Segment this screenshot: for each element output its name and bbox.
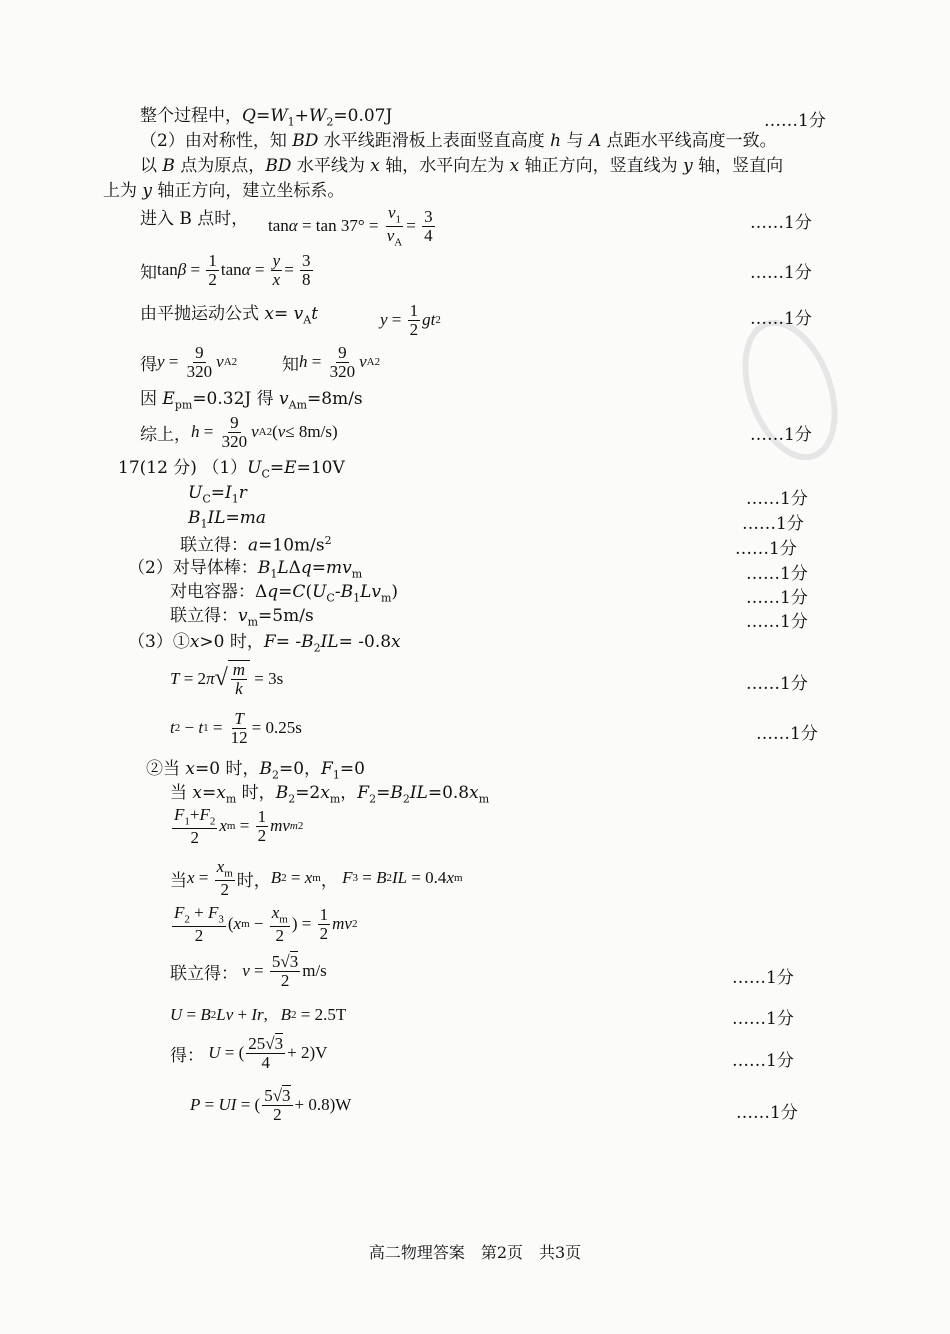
score-8: ……1分 <box>735 539 797 559</box>
line-coord-2: 上为 y 轴正方向，建立坐标系。 <box>103 181 345 201</box>
eq-period: T = 2 π √ $\frac{m}{k}$ = 3s <box>170 660 284 698</box>
eq-work-energy-1: $F_1+F_2$ 2 x m = 1 2 mv m 2 <box>174 805 304 847</box>
line-enter-b: 进入 B 点时， <box>140 209 249 229</box>
q17-force: $B_1IL=ma$ <box>188 508 267 531</box>
line-epm: 因 $E_{pm}=0.32J$ 得 $v_{Am}=8m/s$ <box>140 389 363 412</box>
q17-accel: 联立得：$a=10m/s^2$ <box>180 534 332 556</box>
score-12: ……1分 <box>746 674 808 694</box>
score-13: ……1分 <box>756 724 818 744</box>
score-9: ……1分 <box>746 564 808 584</box>
score-7: ……1分 <box>742 514 804 534</box>
line-projectile: 由平抛运动公式 $x= v_At$ <box>140 304 319 327</box>
q17-uc: $U_C=I_1r$ <box>188 483 247 506</box>
q3-force: （3）①x>0 时，$F= -B_2IL= -0.8x$ <box>128 632 401 655</box>
score-17: ……1分 <box>736 1103 798 1123</box>
eq-tan-alpha: tan α = tan 37° = $v_1$ $v_A$ = 3 4 <box>268 203 433 249</box>
score-1: ……1分 <box>764 111 826 131</box>
eq-work-energy-2: $F_2 + F_3$ 2 ( x m − $x_m$ 2 ) = 1 2 mv 2 <box>174 903 358 945</box>
score-14: ……1分 <box>732 968 794 988</box>
score-2: ……1分 <box>750 213 812 233</box>
q3-case2-a: ②当 x=0 时，$B_2=0$，$F_1=0$ <box>146 759 365 782</box>
score-10: ……1分 <box>746 588 808 608</box>
q2-rod: （2）对导体棒：$B_1L\Delta q=mv_m$ <box>128 558 363 581</box>
eq-y-result: 得 y = 9 320 v A 2 <box>140 343 238 381</box>
score-15: ……1分 <box>732 1009 794 1029</box>
eq-velocity: 联立得： v = 5√3 2 m/s <box>170 952 327 990</box>
q17-part1: 17(12 分) $(1)U_C=E=10V$ <box>118 458 345 481</box>
eq-tan-beta: 知 tan β = 1 2 tan α = y x = 3 8 <box>140 251 311 289</box>
score-11: ……1分 <box>746 612 808 632</box>
eq-voltage-b2: U = B 2 Lv + Ir , B 2 = 2.5T <box>170 1005 347 1024</box>
eq-y-half-gt2: y = 1 2 gt 2 <box>380 301 441 339</box>
score-5: ……1分 <box>750 425 812 445</box>
score-3: ……1分 <box>750 263 812 283</box>
eq-half-xm: 当 x = $x_m$ 2 时， B 2 = x m ， F 3 = B 2 IL = 0.4 x m <box>170 857 463 899</box>
eq-summary: 综上， h = 9 320 v A 2 ( v ≤ 8m/s) <box>140 413 338 451</box>
eq-h-result: 知 h = 9 320 v A 2 <box>282 343 381 381</box>
score-16: ……1分 <box>732 1051 794 1071</box>
q2-vm: 联立得：$v_m=5m/s$ <box>170 606 314 629</box>
eq-power: P = UI = ( 5√3 2 + 0.8)W <box>190 1086 352 1124</box>
score-6: ……1分 <box>746 489 808 509</box>
line-total-heat: 整个过程中，$Q=W_1+W_2=0.07J$ <box>140 106 393 129</box>
q3-case2-b: 当 $x=x_m$ 时，$B_2=2x_m$，$F_2=B_2IL=0.8x_m$ <box>170 783 490 806</box>
q2-capacitor: 对电容器：$\Delta q=C(U_C-B_1Lv_m)$ <box>170 582 399 605</box>
line-coord-1: 以 B 点为原点，BD 水平线为 x 轴，水平向左为 x 轴正方向，竖直线为 y 轴，竖直向 <box>140 156 784 176</box>
page-footer: 高二物理答案 第2页 共3页 <box>368 1243 582 1262</box>
eq-voltage-result: 得： U = ( 25√3 4 + 2)V <box>170 1034 328 1072</box>
score-4: ……1分 <box>750 309 812 329</box>
eq-time-diff: t 2 − t 1 = T 12 = 0.25s <box>170 709 302 747</box>
line-symmetry: （2）由对称性，知 BD 水平线距滑板上表面竖直高度 h 与 A 点距水平线高度一致。 <box>140 131 777 151</box>
